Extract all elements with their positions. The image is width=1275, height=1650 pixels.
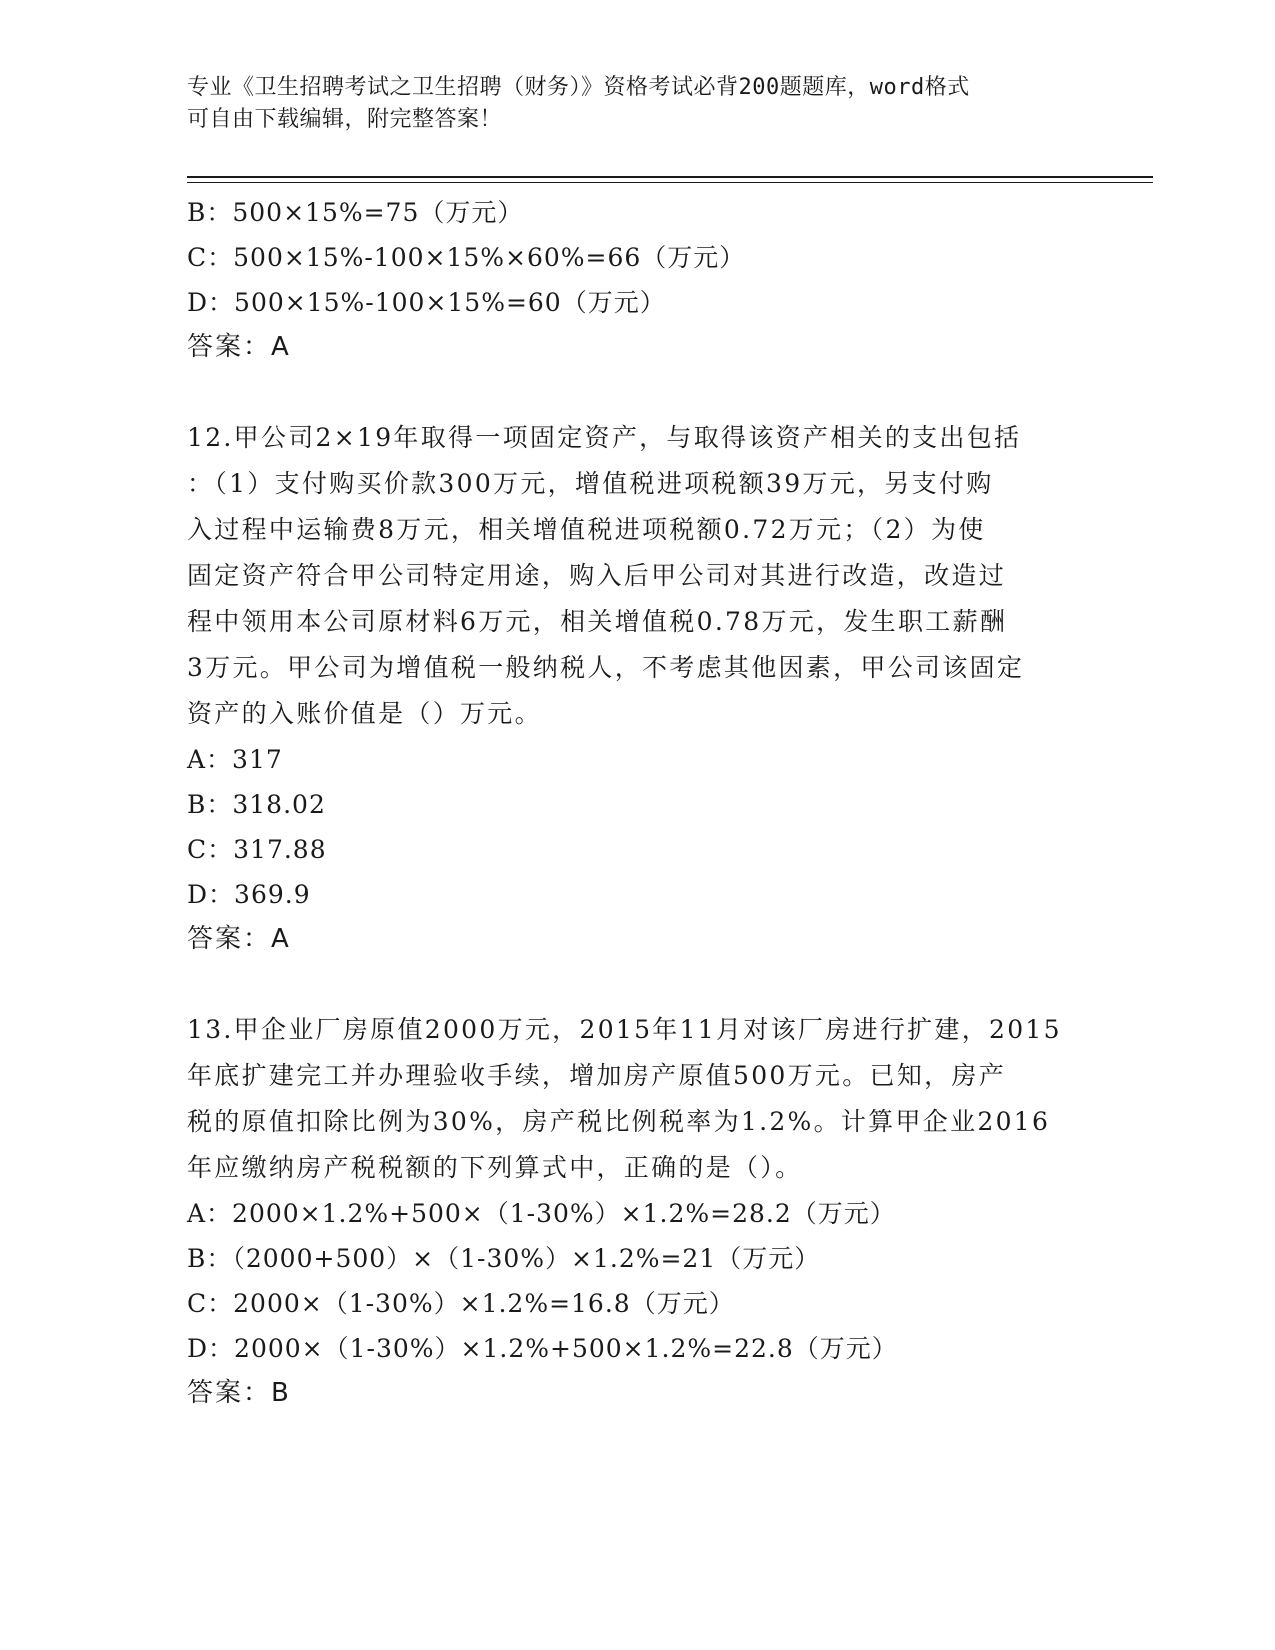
answer: 答案：B <box>187 1378 291 1408</box>
question-text-line: 资产的入账价值是（）万元。 <box>187 699 542 728</box>
option-a: A：317 <box>187 745 283 774</box>
header-rule-thick <box>187 176 1153 178</box>
header-line-2: 可自由下载编辑，附完整答案！ <box>187 107 503 132</box>
question-text-line: 入过程中运输费8万元，相关增值税进项税额0.72万元；（2）为使 <box>187 515 986 544</box>
option-c: C：317.88 <box>187 835 327 864</box>
question-text-line: 固定资产符合甲公司特定用途，购入后甲公司对其进行改造，改造过 <box>187 561 1007 590</box>
option-b: B：318.02 <box>187 790 326 819</box>
option-d: D：500×15%-100×15%=60（万元） <box>187 288 666 317</box>
option-d: D：369.9 <box>187 880 311 909</box>
option-c: C：2000×（1-30%）×1.2%=16.8（万元） <box>187 1289 735 1318</box>
answer: 答案：A <box>187 924 291 954</box>
question-text-line: 税的原值扣除比例为30%，房产税比例税率为1.2%。计算甲企业2016 <box>187 1107 1051 1136</box>
header-line-1: 专业《卫生招聘考试之卫生招聘（财务）》资格考试必背200题题库，word格式 <box>187 75 970 100</box>
document-header <box>187 72 1087 136</box>
question-text-line: 年底扩建完工并办理验收手续，增加房产原值500万元。已知，房产 <box>187 1061 1007 1090</box>
question-11-tail <box>187 190 1087 370</box>
question-text-line: 12.甲公司2×19年取得一项固定资产，与取得该资产相关的支出包括 <box>187 423 1022 452</box>
header-rule-thin <box>187 182 1153 183</box>
question-text-line: 13.甲企业厂房原值2000万元，2015年11月对该厂房进行扩建，2015 <box>187 1015 1062 1044</box>
question-text-line: 年应缴纳房产税税额的下列算式中，正确的是（）。 <box>187 1153 803 1182</box>
document-body <box>187 190 1087 1416</box>
question-12 <box>187 415 1087 962</box>
answer: 答案：A <box>187 332 291 362</box>
question-13 <box>187 1007 1087 1416</box>
option-d: D：2000×（1-30%）×1.2%+500×1.2%=22.8（万元） <box>187 1334 898 1363</box>
option-c: C：500×15%-100×15%×60%=66（万元） <box>187 243 746 272</box>
option-b: B：（2000+500）×（1-30%）×1.2%=21（万元） <box>187 1244 821 1273</box>
option-a: A：2000×1.2%+500×（1-30%）×1.2%=28.2（万元） <box>187 1199 896 1228</box>
question-text-line: ：（1）支付购买价款300万元，增值税进项税额39万元，另支付购 <box>187 469 994 498</box>
question-text-line: 3万元。甲公司为增值税一般纳税人，不考虑其他因素，甲公司该固定 <box>187 653 1025 682</box>
spacer <box>187 962 1087 1007</box>
spacer <box>187 370 1087 415</box>
question-text-line: 程中领用本公司原材料6万元，相关增值税0.78万元，发生职工薪酬 <box>187 607 1008 636</box>
option-b: B：500×15%=75（万元） <box>187 198 524 227</box>
